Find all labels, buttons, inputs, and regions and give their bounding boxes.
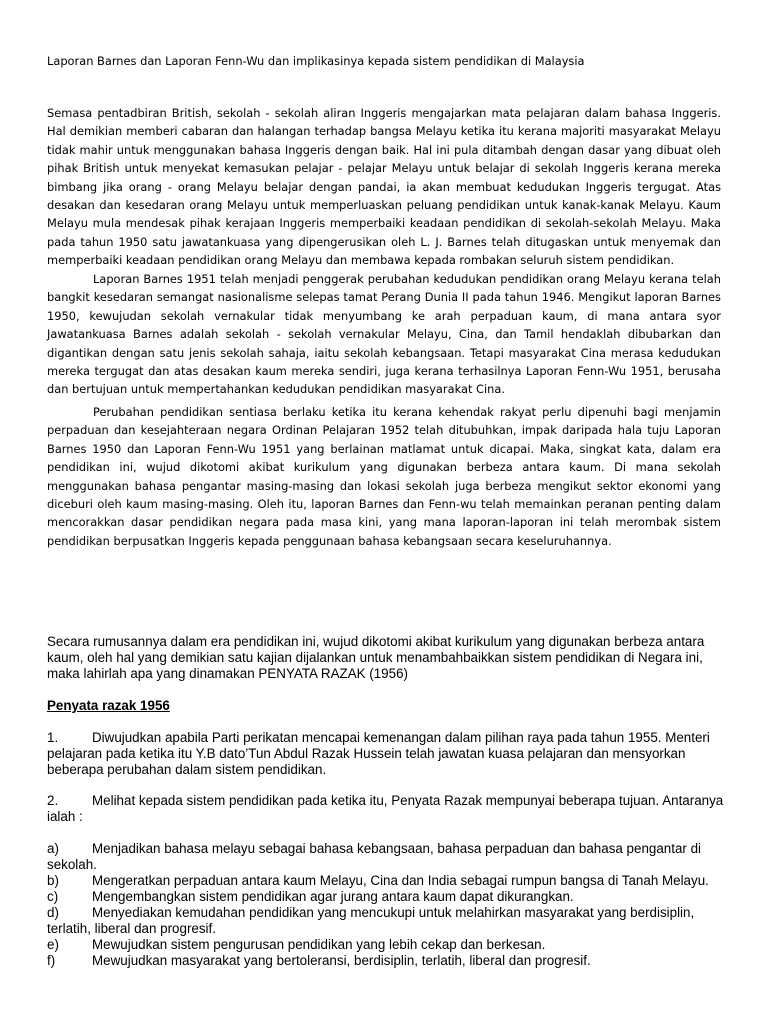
item-letter: e) xyxy=(47,937,59,952)
paragraph-text: Diwujudkan apabila Parti perikatan mencapai kemenangan dalam pilihan raya pada tahun 1955. Menteri pelajaran pada ketika itu Y.B dato’Tun Abdul Razak Hussein telah jawatan kuasa pelajaran dan mensyorkan beberapa perubahan dalam sistem pendidikan. xyxy=(47,730,710,777)
item-letter: c) xyxy=(47,889,59,904)
list-item xyxy=(47,873,737,889)
list-item xyxy=(47,937,737,953)
paragraph-text: Melihat kepada sistem pendidikan pada ketika itu, Penyata Razak mempunyai beberapa tujuan. Antaranya ialah : xyxy=(47,793,724,824)
item-letter: d) xyxy=(47,905,59,920)
item-text: Menjadikan bahasa melayu sebagai bahasa kebangsaan, bahasa perpaduan dan bahasa pengantar di sekolah. xyxy=(47,841,702,872)
item-letter: f) xyxy=(47,953,56,968)
item-text: Mewujudkan masyarakat yang bertoleransi, berdisiplin, terlatih, liberal dan progresif. xyxy=(92,953,591,968)
item-text: Mewujudkan sistem pengurusan pendidikan yang lebih cekap dan berkesan. xyxy=(92,937,546,952)
paragraph-british-administration: Semasa pentadbiran British, sekolah - sekolah aliran Inggeris mengajarkan mata pelajaran dalam bahasa Inggeris. Hal demikian memberi cabaran dan halangan terhadap bangsa Melayu ketika itu kerana majoriti masyarakat Melayu tidak mahir untuk menggunakan bahasa Inggeris dengan baik. Hal ini pula ditambah dengan dasar yang dibuat oleh pihak British untuk menyekat kemasukan pelajar - pelajar Melayu untuk belajar di sekolah Inggeris kerana mereka bimbang jika orang - orang Melayu belajar dengan pandai, ia akan membuat kedudukan Inggeris tergugat. Atas desakan dan kesedaran orang Melayu untuk memperluaskan peluang pendidikan untuk kanak-kanak Melayu. Kaum Melayu mula mendesak pihak kerajaan Inggeris memperbaiki keadaan pendidikan di sekolah-sekolah Melayu. Maka pada tahun 1950 satu jawatankuasa yang dipengerusikan oleh L. J. Barnes telah ditugaskan untuk menyemak dan memperbaiki keadaan pendidikan orang Melayu dan membawa kepada rombakan seluruh sistem pendidikan. xyxy=(47,106,721,268)
item-letter: a) xyxy=(47,841,59,856)
list-item xyxy=(47,905,737,937)
item-text: Menyediakan kemudahan pendidikan yang mencukupi untuk melahirkan masyarakat yang berdisiplin, terlatih, liberal dan progresif. xyxy=(47,905,695,936)
paragraph-number: 2. xyxy=(47,793,59,808)
paragraph-education-changes: Perubahan pendidikan sentiasa berlaku ketika itu kerana kehendak rakyat perlu dipenuhi bagi menjamin perpaduan dan kesejahteraan negara Ordinan Pelajaran 1952 telah ditubuhkan, impak daripada hala tuju Laporan Barnes 1950 dan Laporan Fenn-Wu 1951 yang berlainan matlamat untuk dicapai. Maka, singkat kata, dalam era pendidikan ini, wujud dikotomi akibat kurikulum yang digunakan berbeza antara kaum. Di mana sekolah menggunakan bahasa pengantar masing-masing dan lokasi sekolah juga berbeza mengikut sektor ekonomi yang diceburi oleh kaum masing-masing. Oleh itu, laporan Barnes dan Fenn-wu telah memainkan peranan penting dalam mencorakkan dasar pendidikan negara pada masa kini, yang mana laporan-laporan ini telah merombak sistem pendidikan berpusatkan Inggeris kepada penggunaan bahasa kebangsaan secara keseluruhannya. xyxy=(47,405,721,548)
list-item xyxy=(47,953,737,969)
list-item xyxy=(47,841,737,873)
razak-heading: Penyata razak 1956 xyxy=(47,698,170,713)
numbered-paragraph-2 xyxy=(47,793,737,825)
list-item xyxy=(47,889,737,905)
item-letter: b) xyxy=(47,873,59,888)
paragraph-number: 1. xyxy=(47,730,59,745)
summary-paragraph: Secara rumusannya dalam era pendidikan ini, wujud dikotomi akibat kurikulum yang digunakan berbeza antara kaum, oleh hal yang demikian satu kajian dijalankan untuk menambahbaikkan sistem pendidikan di Negara ini, maka lahirlah apa yang dinamakan PENYATA RAZAK (1956) xyxy=(47,634,705,681)
document-title: Laporan Barnes dan Laporan Fenn-Wu dan implikasinya kepada sistem pendidikan di Malaysia xyxy=(47,54,585,68)
paragraph-barnes-report: Laporan Barnes 1951 telah menjadi penggerak perubahan kedudukan pendidikan orang Melayu kerana telah bangkit kesedaran semangat nasionalisme selepas tamat Perang Dunia II pada tahun 1946. Mengikut laporan Barnes 1950, kewujudan sekolah vernakular tidak menyumbang ke arah perpaduan kaum, di mana antara syor Jawatankuasa Barnes adalah sekolah - sekolah vernakular Melayu, Cina, dan Tamil hendaklah dibubarkan dan digantikan dengan satu jenis sekolah sahaja, iaitu sekolah kebangsaan. Tetapi masyarakat Cina merasa kedudukan mereka tergugat dan atas desakan kaum mereka sendiri, juga kerana terhasilnya Laporan Fenn-Wu 1951, berusaha dan bertujuan untuk mempertahankan kedudukan pendidikan masyarakat Cina. xyxy=(47,272,721,397)
item-text: Mengeratkan perpaduan antara kaum Melayu, Cina dan India sebagai rumpun bangsa di Tanah Melayu. xyxy=(92,873,709,888)
numbered-paragraph-1 xyxy=(47,730,737,778)
item-text: Mengembangkan sistem pendidikan agar jurang antara kaum dapat dikurangkan. xyxy=(92,889,574,904)
objectives-list xyxy=(47,841,737,969)
